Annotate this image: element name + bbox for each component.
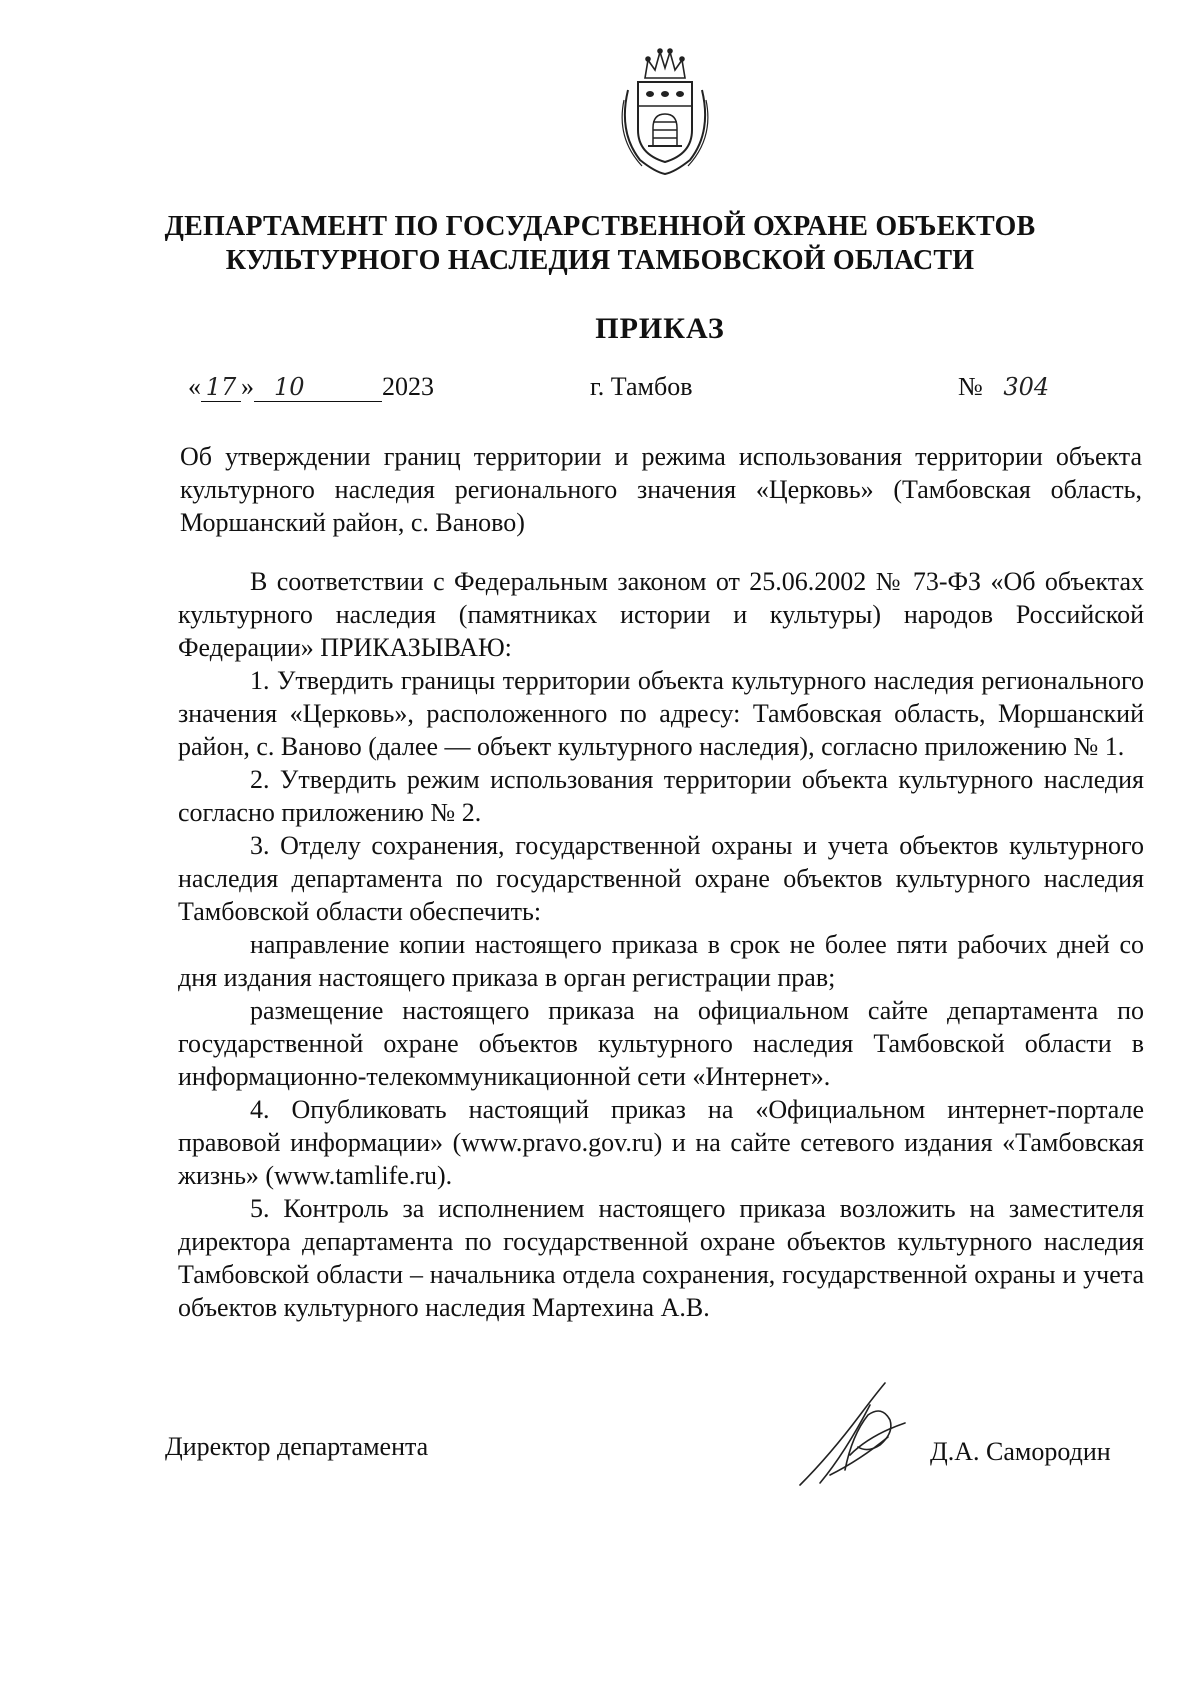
date-year: 2023 — [382, 372, 434, 401]
item-3b-paragraph: размещение настоящего приказа на официальном сайте департамента по государственной охране объектов культурного наследия Тамбовской области в информационно-телекоммуникационной сети «Интернет». — [178, 996, 1144, 1091]
signatory-position: Директор департамента — [165, 1432, 429, 1461]
number-value: 304 — [1003, 373, 1050, 401]
item-3-paragraph: 3. Отделу сохранения, государственной охраны и учета объектов культурного наследия департамента по государственной охране объектов культурного наследия Тамбовской области обеспечить: — [178, 831, 1144, 926]
document-type: ПРИКАЗ — [595, 312, 725, 345]
date-quote-close: » — [241, 372, 254, 401]
date-month: 10 — [254, 373, 382, 402]
order-number — [958, 372, 1049, 402]
preamble-paragraph: В соответствии с Федеральным законом от 25.06.2002 № 73-ФЗ «Об объектах культурного наследия (памятниках истории и культуры) народов Российской Федерации» ПРИКАЗЫВАЮ: — [178, 567, 1144, 662]
order-date — [188, 372, 434, 402]
department-title-line1: ДЕПАРТАМЕНТ ПО ГОСУДАРСТВЕННОЙ ОХРАНЕ ОБЪЕКТОВ — [164, 211, 1036, 242]
department-title — [150, 210, 1050, 278]
date-day: 17 — [201, 373, 241, 402]
handwritten-signature-icon — [790, 1375, 930, 1495]
date-quote-open: « — [188, 372, 201, 401]
order-body — [178, 565, 1144, 1324]
item-5-paragraph: 5. Контроль за исполнением настоящего приказа возложить на заместителя директора департамента по государственной охране объектов культурного наследия Тамбовской области – начальника отдела сохранения, государственной охраны и учета объектов культурного наследия Мартехина А.В. — [178, 1194, 1144, 1322]
order-city: г. Тамбов — [590, 372, 693, 401]
item-4-paragraph: 4. Опубликовать настоящий приказ на «Официальном интернет-портале правовой информации» (www.pravo.gov.ru) и на сайте сетевого издания «Тамбовская жизнь» (www.tamlife.ru). — [178, 1095, 1144, 1190]
item-1-paragraph: 1. Утвердить границы территории объекта культурного наследия регионального значения «Церковь», расположенного по адресу: Тамбовская область, Моршанский район, с. Ваново (далее — объект культурного наследия), согласно приложению № 1. — [178, 666, 1144, 761]
item-3a-paragraph: направление копии настоящего приказа в срок не более пяти рабочих дней со дня издания настоящего приказа в орган регистрации прав; — [178, 930, 1144, 992]
tambov-coat-of-arms-icon — [610, 42, 720, 177]
signatory-name: Д.А. Самородин — [930, 1437, 1111, 1466]
item-2-paragraph: 2. Утвердить режим использования территории объекта культурного наследия согласно приложению № 2. — [178, 765, 1144, 827]
number-label: № — [958, 372, 983, 401]
order-subject: Об утверждении границ территории и режима использования территории объекта культурного наследия регионального значения «Церковь» (Тамбовская область, Моршанский район, с. Ваново) — [180, 442, 1142, 537]
department-title-line2: КУЛЬТУРНОГО НАСЛЕДИЯ ТАМБОВСКОЙ ОБЛАСТИ — [225, 245, 975, 276]
